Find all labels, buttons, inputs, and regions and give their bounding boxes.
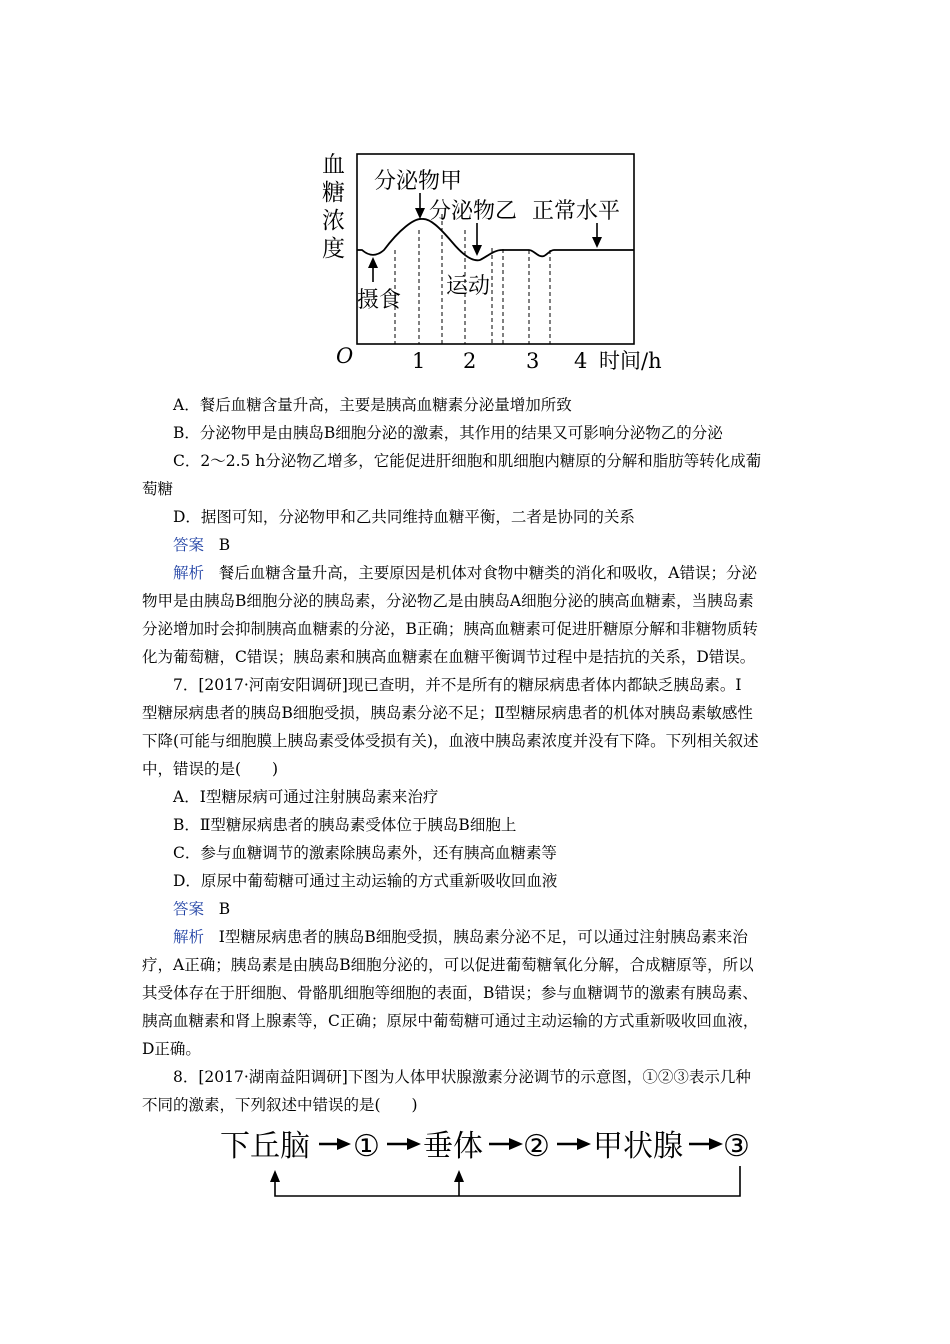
arrow-head: [337, 1138, 351, 1150]
node-hormone-1: ①: [353, 1129, 380, 1164]
q8-stem: 8．[2017·湖南益阳调研]下图为人体甲状腺激素分泌调节的示意图，①②③表示几种: [173, 1068, 751, 1086]
q7-answer: [173, 895, 853, 923]
node-pituitary: 垂体: [423, 1129, 483, 1164]
x-tick: 1: [412, 349, 426, 373]
y-label-char: 血: [322, 152, 345, 178]
q6-option-c: C．2～2.5 h分泌物乙增多，它能促进肝细胞和肌细胞内糖原的分解和脂肪等转化成葡: [173, 452, 762, 470]
q7-option-a: A．Ⅰ型糖尿病可通过注射胰岛素来治疗: [173, 788, 439, 806]
arrow-head: [709, 1138, 723, 1150]
arrow-head: [509, 1138, 523, 1150]
node-hormone-2: ②: [523, 1129, 550, 1164]
q6-analysis-line: 分泌增加时会抑制胰高血糖素的分泌，B正确；胰高血糖素可促进肝糖原分解和非糖物质转: [142, 620, 758, 638]
q7-analysis-line: D正确。: [142, 1040, 201, 1058]
analysis-text: Ⅰ型糖尿病患者的胰岛B细胞受损，胰岛素分泌不足，可以通过注射胰岛素来治: [218, 928, 748, 946]
feedback-line: [275, 1166, 740, 1196]
node-hormone-3: ③: [723, 1129, 750, 1164]
answer-label: 答案: [173, 900, 205, 918]
blood-glucose-figure: [314, 122, 676, 390]
label-exercise: 运动: [446, 274, 491, 299]
x-tick: 3: [526, 349, 540, 373]
q7-stem-line: 型糖尿病患者的胰岛B细胞受损，胰岛素分泌不足；Ⅱ型糖尿病患者的机体对胰岛素敏感性: [142, 704, 753, 722]
q7-option-c: C．参与血糖调节的激素除胰岛素外，还有胰高血糖素等: [173, 844, 557, 862]
q7-analysis: [173, 923, 853, 951]
label-secretion-a: 分泌物甲: [374, 169, 463, 194]
q7-option-b: B．Ⅱ型糖尿病患者的胰岛素受体位于胰岛B细胞上: [173, 816, 517, 834]
y-label-char: 度: [322, 236, 345, 262]
x-tick: 4: [574, 349, 588, 373]
analysis-text: 餐后血糖含量升高，主要原因是机体对食物中糖类的消化和吸收，A错误；分泌: [218, 564, 757, 582]
answer-value: B: [218, 536, 231, 554]
label-eating: 摄食: [357, 288, 402, 313]
label-normal: 正常水平: [532, 199, 621, 224]
label-secretion-b: 分泌物乙: [429, 199, 518, 224]
x-axis-label: 时间/h: [599, 349, 662, 373]
y-label-char: 糖: [322, 180, 345, 206]
arrow-head: [577, 1138, 591, 1150]
answer-value: B: [218, 900, 231, 918]
q6-analysis: [173, 559, 853, 587]
node-hypothalamus: 下丘脑: [220, 1129, 310, 1164]
arrow-head: [407, 1138, 421, 1150]
q7-stem-line: 下降(可能与细胞膜上胰岛素受体受损有关)，血液中胰岛素浓度并没有下降。下列相关叙述: [142, 732, 759, 750]
q6-answer: [173, 531, 853, 559]
feedback-arrow-head: [270, 1170, 280, 1182]
q7-stem-line: 中，错误的是( ): [142, 760, 279, 778]
feedback-arrow-head: [454, 1170, 464, 1182]
y-label-char: 浓: [322, 208, 345, 234]
q7-analysis-line: 疗，A正确；胰岛素是由胰岛B细胞分泌的，可以促进葡萄糖氧化分解，合成糖原等，所以: [142, 956, 754, 974]
analysis-label: 解析: [173, 928, 205, 946]
q6-option-b: B．分泌物甲是由胰岛B细胞分泌的激素，其作用的结果又可影响分泌物乙的分泌: [173, 424, 723, 442]
q7-analysis-line: 其受体存在于肝细胞、骨骼肌细胞等细胞的表面，B错误；参与血糖调节的激素有胰岛素、: [142, 984, 758, 1002]
origin-label: O: [336, 344, 354, 368]
q6-option-c-cont: 萄糖: [142, 480, 174, 498]
q7-analysis-line: 胰高血糖素和肾上腺素等，C正确；原尿中葡萄糖可通过主动运输的方式重新吸收回血液，: [142, 1012, 759, 1030]
q6-analysis-line: 物甲是由胰岛B细胞分泌的胰岛素，分泌物乙是由胰岛A细胞分泌的胰高血糖素，当胰岛素: [142, 592, 754, 610]
thyroid-regulation-diagram: [215, 1118, 765, 1204]
q6-option-a: A．餐后血糖含量升高，主要是胰高血糖素分泌量增加所致: [173, 396, 572, 414]
q8-stem-line: 不同的激素，下列叙述中错误的是( ): [142, 1096, 418, 1114]
q7-stem: 7．[2017·河南安阳调研]现已查明，并不是所有的糖尿病患者体内都缺乏胰岛素。Ⅰ: [173, 676, 742, 694]
analysis-label: 解析: [173, 564, 205, 582]
q7-option-d: D．原尿中葡萄糖可通过主动运输的方式重新吸收回血液: [173, 872, 558, 890]
q6-analysis-line: 化为葡萄糖，C错误；胰岛素和胰高血糖素在血糖平衡调节过程中是拮抗的关系，D错误。: [142, 648, 756, 666]
answer-label: 答案: [173, 536, 205, 554]
q6-option-d: D．据图可知，分泌物甲和乙共同维持血糖平衡，二者是协同的关系: [173, 508, 635, 526]
node-thyroid: 甲状腺: [593, 1129, 683, 1164]
x-tick: 2: [463, 349, 477, 373]
